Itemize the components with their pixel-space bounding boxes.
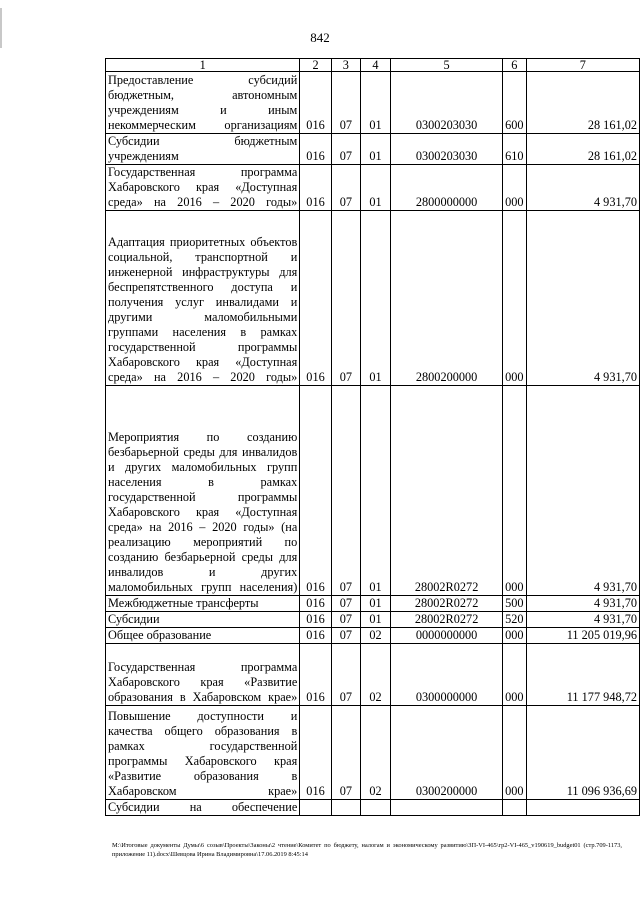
header-col-2: 2	[300, 59, 331, 72]
row-section-code: 07	[331, 134, 360, 165]
table-row	[106, 628, 640, 644]
header-col-7: 7	[526, 59, 639, 72]
row-ministry-code: 016	[300, 644, 331, 706]
row-ministry-code: 016	[300, 72, 331, 134]
row-expense-type: 500	[503, 596, 526, 612]
row-expense-type: 000	[503, 706, 526, 800]
table-row	[106, 706, 640, 800]
row-ministry-code: 016	[300, 165, 331, 211]
header-col-4: 4	[360, 59, 390, 72]
row-expense-type	[503, 800, 526, 816]
row-ministry-code: 016	[300, 596, 331, 612]
row-subsection-code: 02	[360, 628, 390, 644]
row-target-code: 0300203030	[391, 72, 503, 134]
row-ministry-code: 016	[300, 612, 331, 628]
row-sum: 11 096 936,69	[526, 706, 639, 800]
row-name: Государственная программа Хабаровского края «Доступная среда» на 2016 – 2020 годы»	[106, 165, 300, 211]
row-ministry-code: 016	[300, 386, 331, 596]
row-name: Мероприятия по созданию безбарьерной среды для инвалидов и других маломобильных групп населения в рамках государственной программы Хабаровского края «Доступная среда» на 2016 – 2020 годы» (на реализацию мероприятий по созданию безбарьерной среды для инвалидов и других маломобильных групп населения)	[106, 386, 300, 596]
row-section-code: 07	[331, 72, 360, 134]
row-subsection-code: 01	[360, 211, 390, 386]
table-row	[106, 72, 640, 134]
row-ministry-code	[300, 800, 331, 816]
row-target-code: 0300203030	[391, 134, 503, 165]
row-name: Предоставление субсидий бюджетным, автономным учреждениям и иным некоммерческим организациям	[106, 72, 300, 134]
row-name: Общее образование	[106, 628, 300, 644]
row-section-code: 07	[331, 628, 360, 644]
row-name: Субсидии бюджетным учреждениям	[106, 134, 300, 165]
table-row	[106, 165, 640, 211]
row-target-code: 28002R0272	[391, 596, 503, 612]
row-target-code: 28002R0272	[391, 612, 503, 628]
row-expense-type: 520	[503, 612, 526, 628]
header-col-5: 5	[391, 59, 503, 72]
row-sum: 4 931,70	[526, 612, 639, 628]
table-header-row	[106, 59, 640, 72]
row-expense-type: 600	[503, 72, 526, 134]
header-col-1: 1	[106, 59, 300, 72]
row-name: Субсидии	[106, 612, 300, 628]
row-subsection-code: 01	[360, 596, 390, 612]
row-name: Повышение доступности и качества общего образования в рамках государственной программы Хабаровского края «Развитие образования в Хабаровском крае»	[106, 706, 300, 800]
table-row	[106, 386, 640, 596]
row-subsection-code: 02	[360, 644, 390, 706]
row-sum: 4 931,70	[526, 211, 639, 386]
row-target-code: 2800000000	[391, 165, 503, 211]
row-subsection-code: 01	[360, 134, 390, 165]
row-ministry-code: 016	[300, 211, 331, 386]
table-row	[106, 800, 640, 816]
row-section-code: 07	[331, 165, 360, 211]
document-path-footer: M:\Итоговые документы Думы\6 созыв\Проекты\Законы\2 чтение\Комитет по бюджету, налогам и экономическому развитию\ЗП-VI-465\гр2-VI-465_v190619_budget01 (стр.709-1173, приложение 11).docx\Шевцова Ирина Владимировна\17.06.2019 8:45:14	[112, 842, 622, 858]
row-subsection-code: 01	[360, 72, 390, 134]
row-name: Межбюджетные трансферты	[106, 596, 300, 612]
row-sum	[526, 800, 639, 816]
row-name: Адаптация приоритетных объектов социальной, транспортной и инженерной инфраструктуры для беспрепятственного доступа и получения услуг инвалидами и другими маломобильными группами населения в рамках государственной программы Хабаровского края «Доступная среда» на 2016 – 2020 годы»	[106, 211, 300, 386]
row-sum: 11 177 948,72	[526, 644, 639, 706]
header-col-3: 3	[331, 59, 360, 72]
row-expense-type: 000	[503, 628, 526, 644]
row-subsection-code: 01	[360, 612, 390, 628]
row-sum: 28 161,02	[526, 72, 639, 134]
table-row	[106, 644, 640, 706]
row-target-code: 0300200000	[391, 706, 503, 800]
row-subsection-code	[360, 800, 390, 816]
row-subsection-code: 01	[360, 386, 390, 596]
row-target-code: 2800200000	[391, 211, 503, 386]
row-section-code: 07	[331, 596, 360, 612]
row-subsection-code: 01	[360, 165, 390, 211]
header-col-6: 6	[503, 59, 526, 72]
row-expense-type: 000	[503, 165, 526, 211]
row-sum: 11 205 019,96	[526, 628, 639, 644]
row-expense-type: 000	[503, 386, 526, 596]
row-expense-type: 000	[503, 211, 526, 386]
row-subsection-code: 02	[360, 706, 390, 800]
table-row	[106, 211, 640, 386]
row-section-code: 07	[331, 612, 360, 628]
row-section-code: 07	[331, 644, 360, 706]
row-target-code: 0000000000	[391, 628, 503, 644]
row-target-code: 0300000000	[391, 644, 503, 706]
table-row	[106, 596, 640, 612]
row-sum: 4 931,70	[526, 596, 639, 612]
row-name: Субсидии на обеспечение	[106, 800, 300, 816]
row-section-code: 07	[331, 211, 360, 386]
row-expense-type: 000	[503, 644, 526, 706]
row-expense-type: 610	[503, 134, 526, 165]
page-number: 842	[310, 30, 330, 45]
row-target-code	[391, 800, 503, 816]
row-section-code: 07	[331, 706, 360, 800]
table-row	[106, 134, 640, 165]
row-sum: 4 931,70	[526, 386, 639, 596]
row-name: Государственная программа Хабаровского края «Развитие образования в Хабаровском крае»	[106, 644, 300, 706]
row-ministry-code: 016	[300, 706, 331, 800]
row-target-code: 28002R0272	[391, 386, 503, 596]
budget-table	[105, 58, 640, 816]
row-section-code	[331, 800, 360, 816]
table-row	[106, 612, 640, 628]
row-ministry-code: 016	[300, 134, 331, 165]
row-sum: 4 931,70	[526, 165, 639, 211]
row-ministry-code: 016	[300, 628, 331, 644]
row-sum: 28 161,02	[526, 134, 639, 165]
row-section-code: 07	[331, 386, 360, 596]
